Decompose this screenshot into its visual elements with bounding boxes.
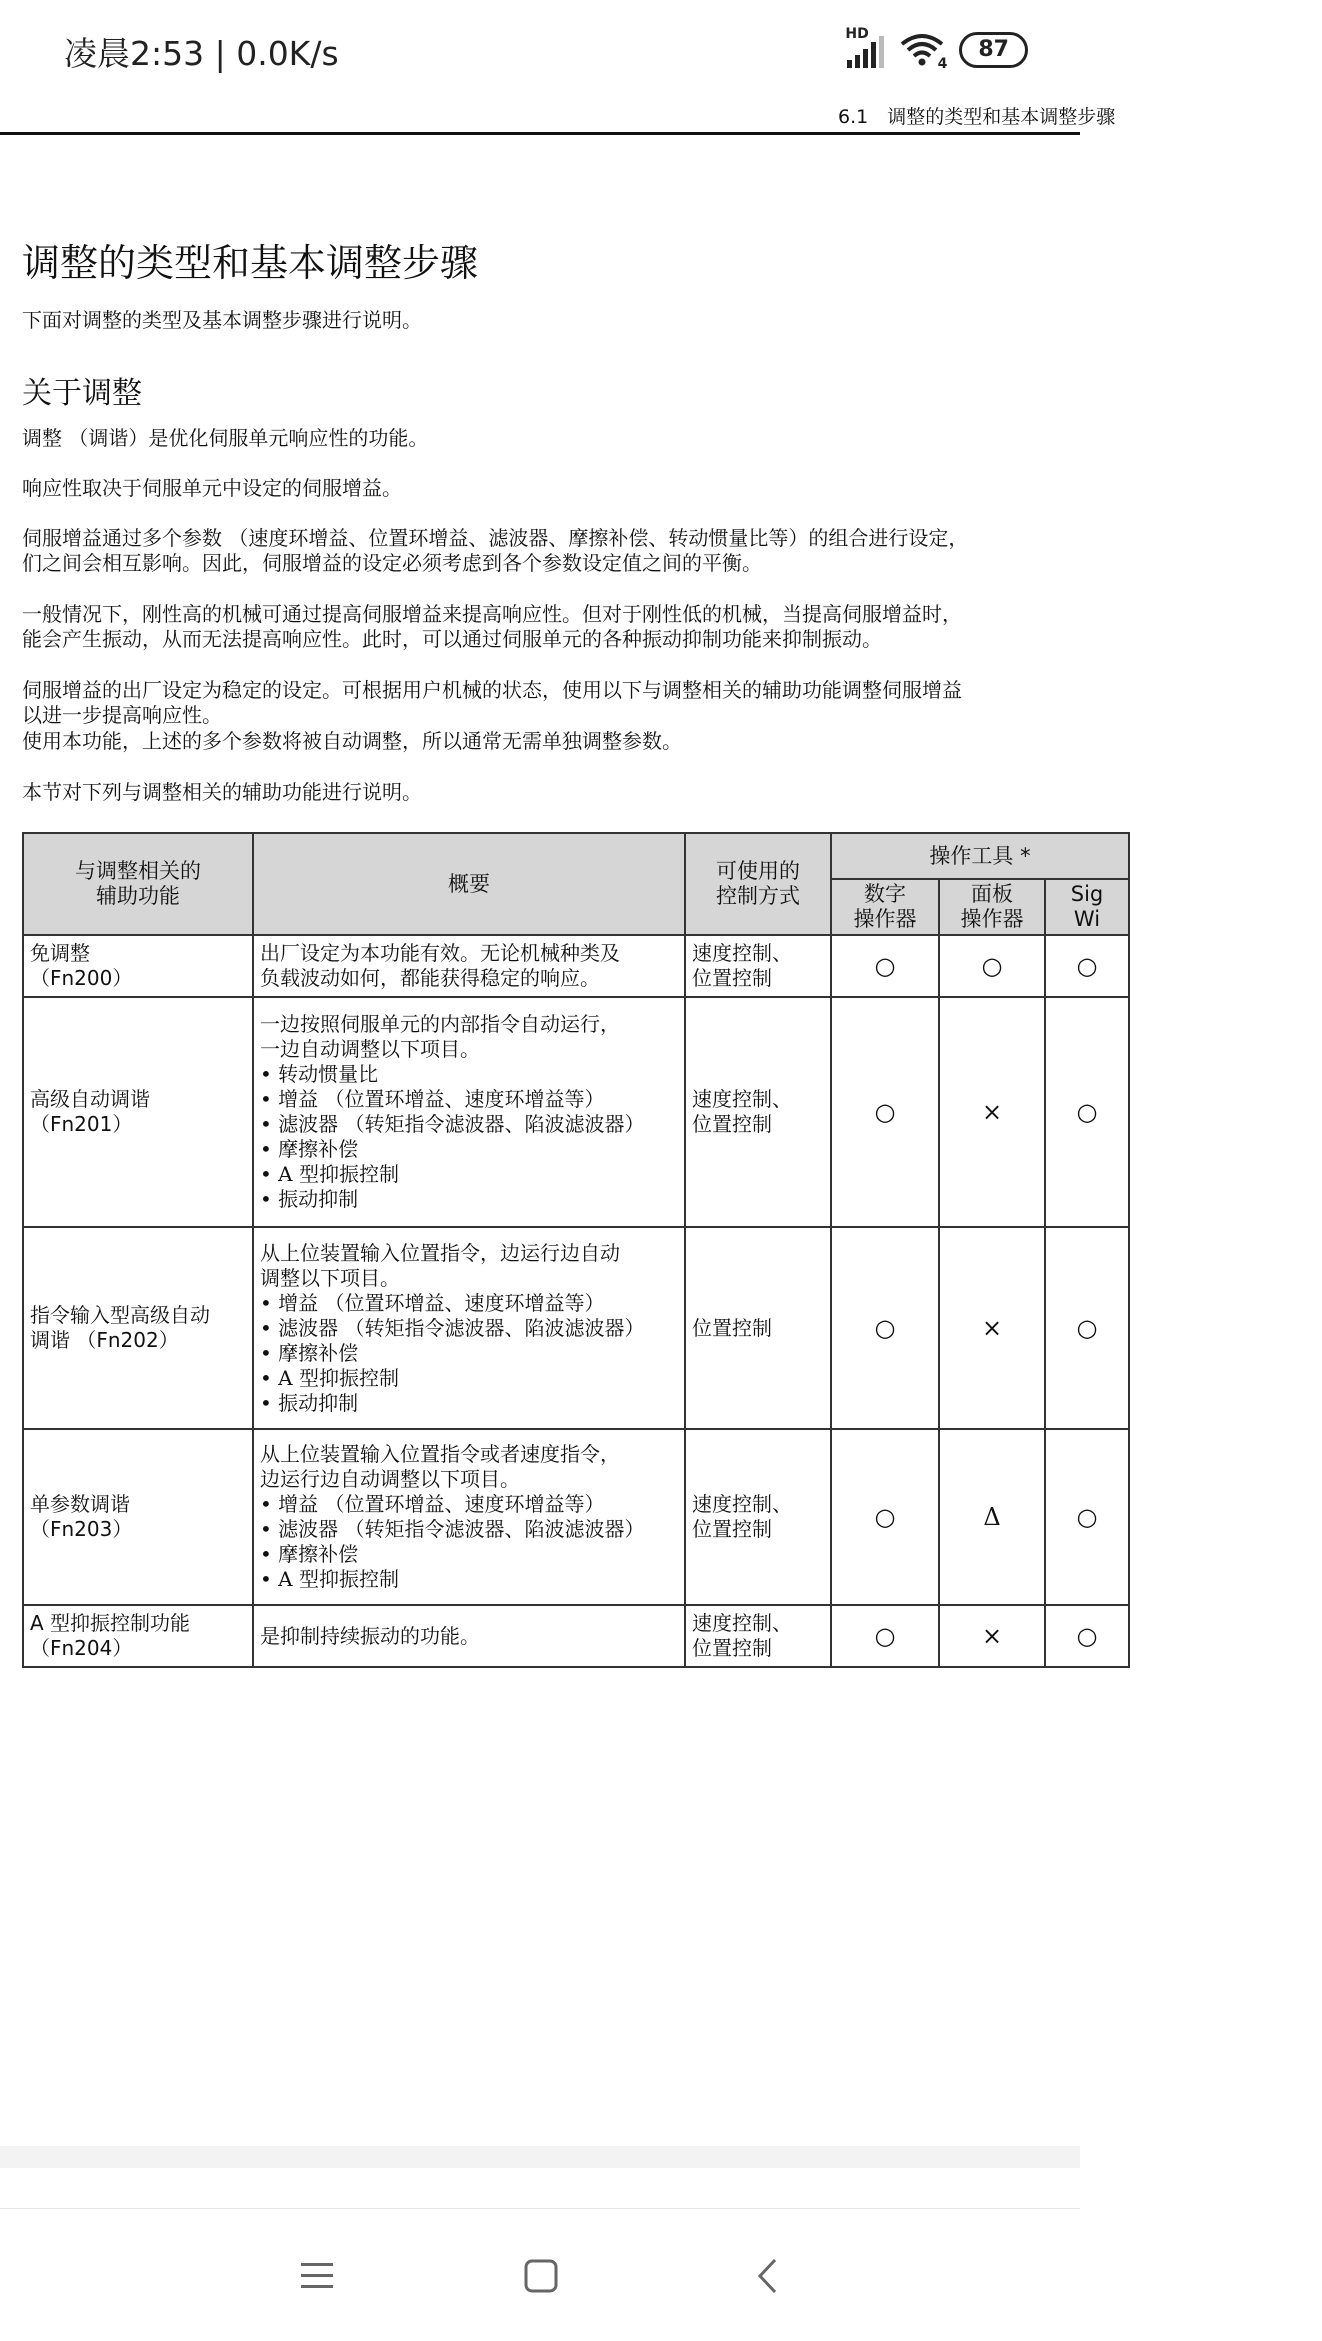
home-button[interactable] xyxy=(516,2253,566,2299)
paragraph: 调整 （调谐）是优化伺服单元响应性的功能。 xyxy=(22,426,429,450)
page-title: 调整的类型和基本调整步骤 xyxy=(22,241,479,285)
cellular-signal-icon xyxy=(845,26,885,70)
menu-icon xyxy=(299,2259,335,2293)
functions-table xyxy=(22,832,1130,1668)
wifi-icon xyxy=(899,30,948,72)
paragraph: 们之间会相互影响。因此，伺服增益的设定必须考虑到各个参数设定值之间的平衡。 xyxy=(22,551,762,575)
paragraph: 使用本功能，上述的多个参数将被自动调整，所以通常无需单独调整参数。 xyxy=(22,729,682,753)
header-control: 可使用的 控制方式 xyxy=(685,833,831,935)
paragraph: 以进一步提高响应性。 xyxy=(22,703,222,727)
back-button[interactable] xyxy=(742,2253,792,2299)
table-row: 单参数调谐 （Fn203） 从上位装置输入位置指令或者速度指令， 边运行边自动调整以下项目。 • 增益 （位置环增益、速度环增益等） • 滤波器 （转矩指令滤波器、陷波滤波器） • 摩擦补偿 • A 型抑振控制 速度控制、 位置控制 ○ Δ ○ xyxy=(23,1429,1129,1605)
status-bar xyxy=(0,0,1080,96)
paragraph: 伺服增益通过多个参数 （速度环增益、位置环增益、滤波器、摩擦补偿、转动惯量比等）的组合进行设定， xyxy=(22,526,969,550)
header-sigmawin: Sig Wi xyxy=(1045,879,1129,935)
table-row: 指令输入型高级自动 调谐 （Fn202） 从上位装置输入位置指令，边运行边自动 调整以下项目。 • 增益 （位置环增益、速度环增益等） • 滤波器 （转矩指令滤波器、陷波滤波器） • 摩擦补偿 • A 型抑振控制 • 振动抑制 位置控制 ○ × ○ xyxy=(23,1227,1129,1429)
table-row: A 型抑振控制功能 （Fn204） 是抑制持续振动的功能。 速度控制、 位置控制 ○ × ○ xyxy=(23,1605,1129,1667)
paragraph: 本节对下列与调整相关的辅助功能进行说明。 xyxy=(22,780,422,804)
menu-button[interactable] xyxy=(292,2253,342,2299)
section-title: 关于调整 xyxy=(22,376,142,411)
status-icons xyxy=(845,28,1028,72)
paragraph: 能会产生振动，从而无法提高响应性。此时，可以通过伺服单元的各种振动抑制功能来抑制振动。 xyxy=(22,627,882,651)
battery-indicator: 87 xyxy=(959,32,1028,68)
page-end-divider xyxy=(0,2146,1080,2168)
table-row: 免调整 （Fn200） 出厂设定为本功能有效。无论机械种类及 负载波动如何，都能获得稳定的响应。 速度控制、 位置控制 ○ ○ ○ xyxy=(23,935,1129,997)
header-summary: 概要 xyxy=(253,833,685,935)
header-digital-operator: 数字 操作器 xyxy=(831,879,939,935)
header-function: 与调整相关的 辅助功能 xyxy=(23,833,253,935)
paragraph: 伺服增益的出厂设定为稳定的设定。可根据用户机械的状态，使用以下与调整相关的辅助功能调整伺服增益 xyxy=(22,678,962,702)
navigation-bar xyxy=(0,2208,1080,2341)
header-panel-operator: 面板 操作器 xyxy=(939,879,1045,935)
status-time: 凌晨2:53 | 0.0K/s xyxy=(64,34,339,73)
paragraph: 一般情况下，刚性高的机械可通过提高伺服增益来提高响应性。但对于刚性低的机械，当提高伺服增益时， xyxy=(22,602,962,626)
header-tools: 操作工具 * xyxy=(831,833,1129,879)
wifi-badge: 4 xyxy=(937,56,948,72)
home-square-icon xyxy=(523,2258,559,2294)
document-header xyxy=(0,96,1116,135)
back-chevron-icon xyxy=(755,2256,779,2296)
paragraph: 响应性取决于伺服单元中设定的伺服增益。 xyxy=(22,476,402,500)
running-head: 6.1 调整的类型和基本调整步骤 xyxy=(838,106,1116,128)
network-type-label: HD xyxy=(845,26,869,42)
intro-text: 下面对调整的类型及基本调整步骤进行说明。 xyxy=(22,308,422,332)
table-row: 高级自动调谐 （Fn201） 一边按照伺服单元的内部指令自动运行， 一边自动调整以下项目。 • 转动惯量比 • 增益 （位置环增益、速度环增益等） • 滤波器 （转矩指令滤波器、陷波滤波器） • 摩擦补偿 • A 型抑振控制 • 振动抑制 速度控制、 位置控制 ○ × ○ xyxy=(23,997,1129,1227)
